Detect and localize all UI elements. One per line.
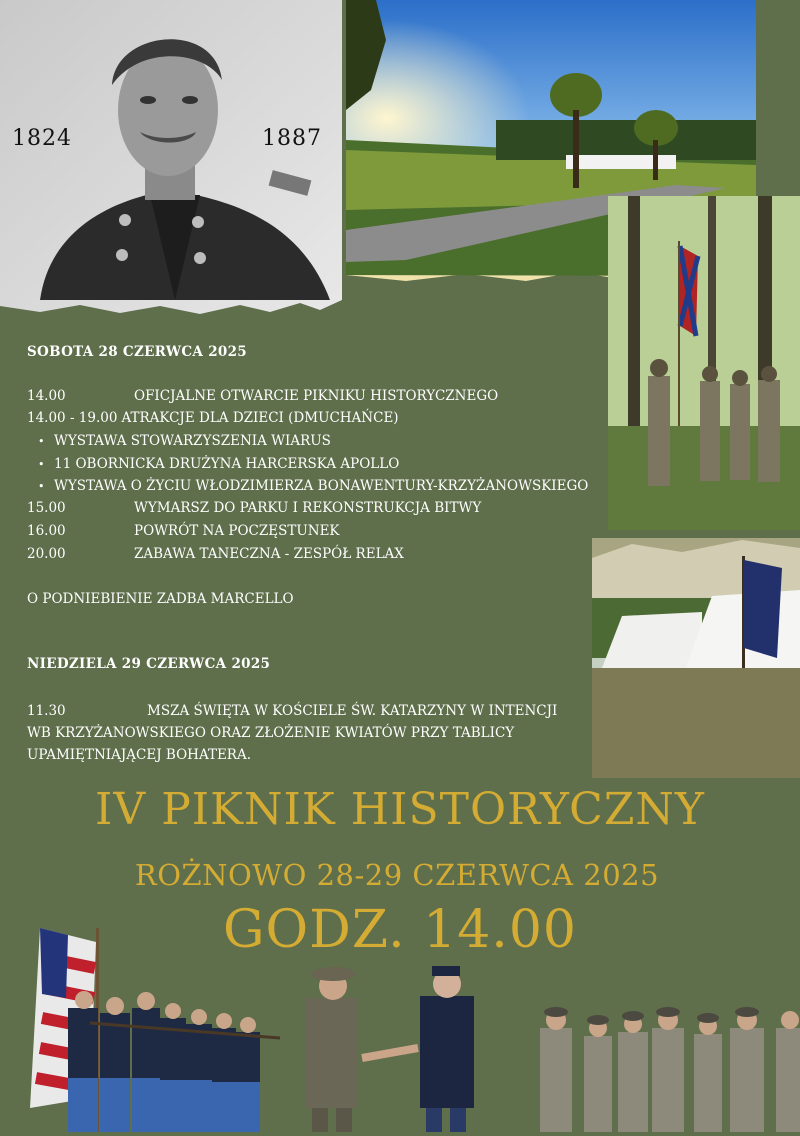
schedule-text: MSZA ŚWIĘTA W KOŚCIELE ŚW. KATARZYNY W INTENCJI [147, 703, 558, 719]
schedule-text: POWRÓT NA POCZĘSTUNEK [134, 523, 340, 539]
birth-year: 1824 [12, 126, 72, 151]
schedule-time: 15.00 [27, 500, 66, 516]
schedule-text: ZABAWA TANECZNA - ZESPÓŁ RELAX [134, 546, 404, 562]
schedule-text: UPAMIĘTNIAJĄCEJ BOHATERA. [27, 747, 252, 763]
schedule-time: 20.00 [27, 546, 66, 562]
event-title: IV PIKNIK HISTORYCZNY [95, 784, 705, 835]
camp-tents-photo [592, 538, 800, 778]
schedule-time: 11.30 [27, 703, 66, 719]
bullet-item: • WYSTAWA O ŻYCIU WŁODZIMIERZA BONAWENTURY-KRZYŻANOWSKIEGO [38, 478, 588, 494]
death-year: 1887 [262, 126, 322, 151]
bullet-item: • WYSTAWA STOWARZYSZENIA WIARUS [38, 433, 331, 449]
schedule-row [27, 500, 617, 516]
sunday-title: NIEDZIELA 29 CZERWCA 2025 [27, 656, 271, 672]
event-time: GODZ. 14.00 [222, 900, 577, 960]
saturday-title: SOBOTA 28 CZERWCA 2025 [27, 344, 247, 360]
event-dates: ROŻNOWO 28-29 CZERWCA 2025 [134, 858, 660, 892]
schedule-row [27, 388, 617, 404]
reenactors-illustration [0, 928, 800, 1132]
bullet-item: • 11 OBORNICKA DRUŻYNA HARCERSKA APOLLO [38, 456, 399, 472]
portrait-photo [0, 0, 342, 318]
schedule-text: WB KRZYŻANOWSKIEGO ORAZ ZŁOŻENIE KWIATÓW PRZY TABLICY [27, 725, 515, 741]
schedule-time: 14.00 - 19.00 [27, 410, 118, 426]
schedule-row [27, 546, 617, 562]
schedule-row [27, 410, 617, 426]
schedule-text: ATRAKCJE DLA DZIECI (DMUCHAŃCE) [121, 410, 399, 426]
catering-note: O PODNIEBIENIE ZADBA MARCELLO [27, 591, 294, 607]
schedule-row [27, 523, 617, 539]
schedule-time: 14.00 [27, 388, 66, 404]
soldiers-forest-photo [608, 196, 800, 530]
schedule-time: 16.00 [27, 523, 66, 539]
schedule-text: OFICJALNE OTWARCIE PIKNIKU HISTORYCZNEGO [134, 388, 499, 404]
sunday-paragraph [27, 700, 587, 766]
schedule-text: WYMARSZ DO PARKU I REKONSTRUKCJA BITWY [134, 500, 482, 516]
